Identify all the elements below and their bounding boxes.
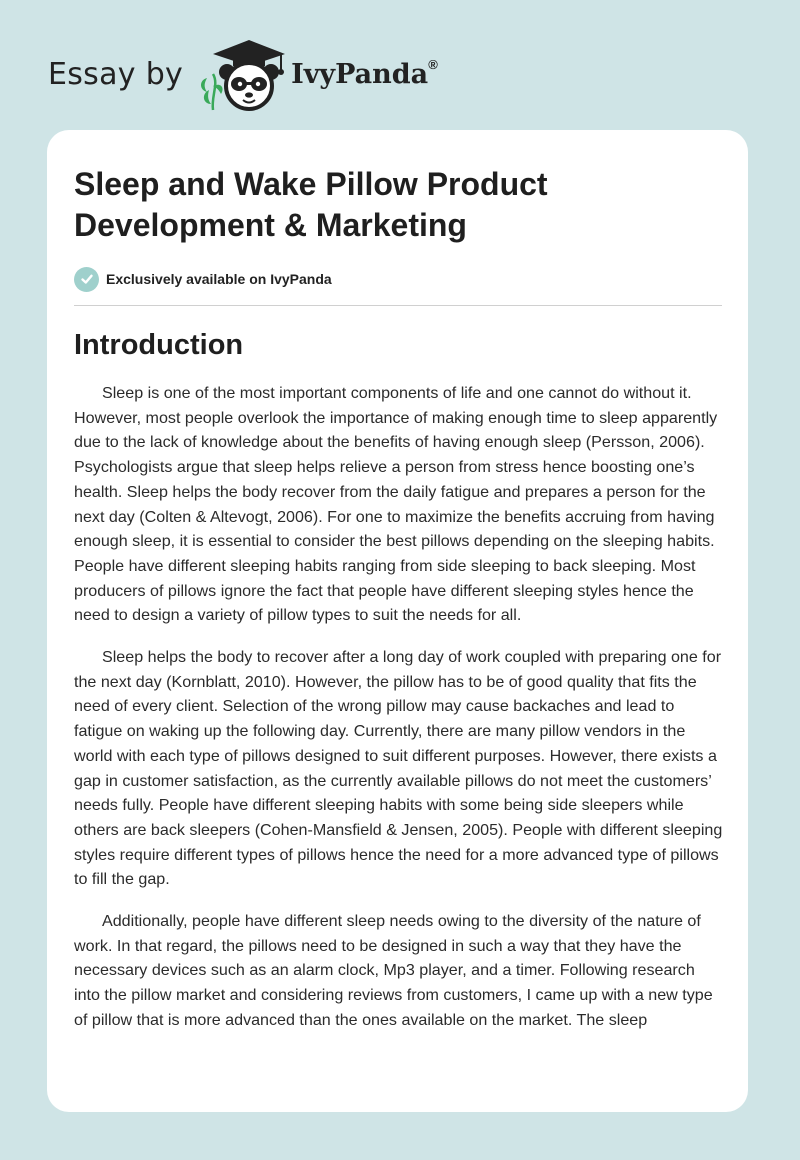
essay-card [47,130,748,1112]
check-icon [74,267,99,292]
exclusive-notice [74,266,724,292]
essay-by-label: Essay by [48,56,184,92]
title-line-2: Development & Marketing [74,207,467,243]
paragraph: Sleep is one of the most important components of life and one cannot do without it. However, most people overlook the importance of making enough time to sleep apparently due to the lack of knowledge about the benefits of having enough sleep (Persson, 2006). Psychologists argue that sleep helps relieve a person from stress hence boosting one’s health. Sleep helps the body recover from the daily fatigue and prepares a person for the next day (Colten & Altevogt, 2006). For one to maximize the benefits accruing from having enough sleep, it is essential to consider the best pillows depending on the sleeping habits. People have different sleeping habits ranging from side sleeping to back sleeping. Most producers of pillows ignore the fact that people have different sleeping styles hence the need to design a variety of pillow types to suit the needs for all. [74,384,718,625]
essay-content [74,164,724,1033]
exclusive-label: Exclusively available on IvyPanda [106,271,332,287]
page-title [74,164,724,246]
divider [74,305,722,306]
section-heading: Introduction [74,329,244,361]
title-line-1: Sleep and Wake Pillow Product [74,166,548,202]
ivy-leaf-icon [201,74,223,110]
panda-graduate-icon[interactable] [197,34,287,114]
paragraph: Sleep helps the body to recover after a long day of work coupled with preparing one for the next day (Kornblatt, 2010). However, the pillow has to be of good quality that fits the need of every client. Selection of the wrong pillow may cause backaches and lead to fatigue on waking up the following day. Currently, there are many pillow vendors in the world with each type of pillows designed to suit different purposes. However, there exists a gap in customer satisfaction, as the currently available pillows do not meet the customers’ needs fully. People have different sleeping habits with some being side sleepers while others are back sleepers (Cohen-Mansfield & Jensen, 2005). People with different sleeping styles require different types of pillows hence the need for a more advanced type of pillows to fill the gap. [74,648,723,889]
site-header [48,34,438,114]
registered-mark: ® [428,56,438,72]
brand-name[interactable]: IvyPanda® [291,56,438,90]
paragraph: Additionally, people have different sleep needs owing to the diversity of the nature of work. In that regard, the pillows need to be designed in such a way that they have the necessary devices such as an alarm clock, Mp3 player, and a timer. Following research into the pillow market and considering reviews from customers, I came up with a new type of pillow that is more advanced than the ones available on the market. The sleep [74,912,713,1029]
